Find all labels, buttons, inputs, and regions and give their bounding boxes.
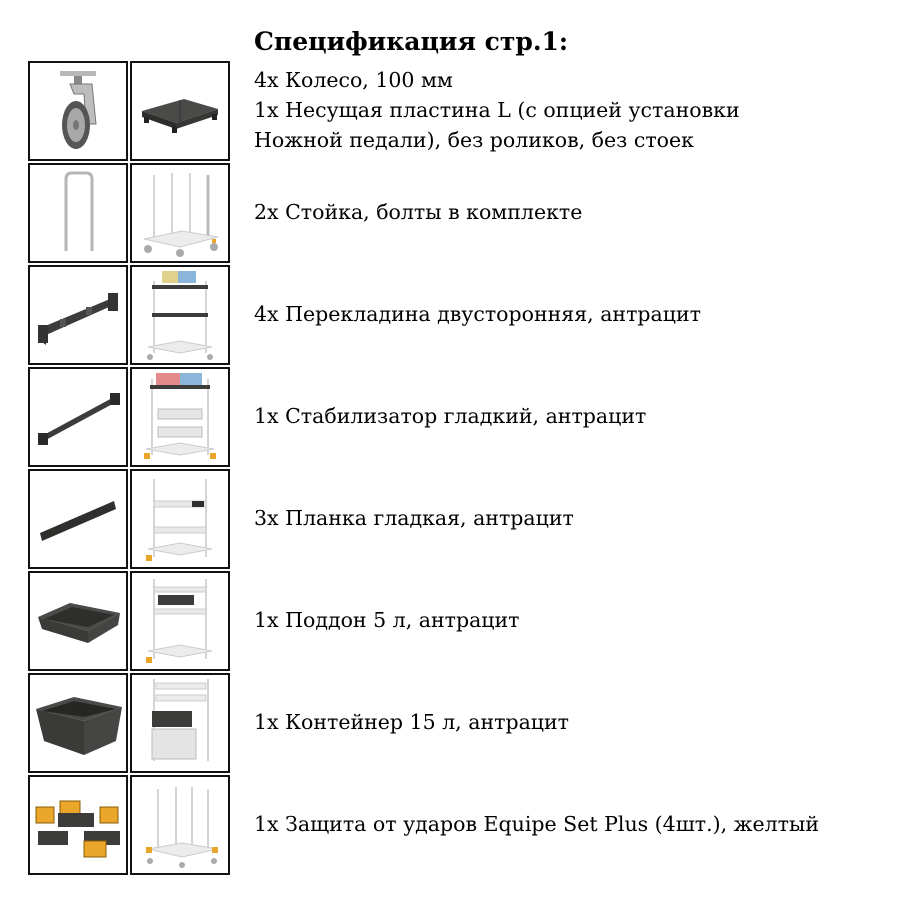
spec-row-2 xyxy=(28,163,888,261)
assembly-image-cell xyxy=(130,367,230,467)
spec-description xyxy=(254,61,894,159)
part-image-cell xyxy=(28,61,128,161)
assembly-image-cell xyxy=(130,673,230,773)
spec-line: 1x Поддон 5 л, антрацит xyxy=(254,608,520,632)
cart-container-icon xyxy=(132,675,228,771)
upright-post-icon xyxy=(30,165,126,261)
spec-row-6 xyxy=(28,571,888,669)
part-image-cell xyxy=(28,163,128,263)
cart-crossbars-icon xyxy=(132,267,228,363)
spec-row-3 xyxy=(28,265,888,363)
assembly-image-cell xyxy=(130,775,230,875)
spec-row-5 xyxy=(28,469,888,567)
spec-description xyxy=(254,265,894,363)
spec-description xyxy=(254,775,894,873)
cart-tray-icon xyxy=(132,573,228,669)
spec-description xyxy=(254,163,894,261)
spec-description xyxy=(254,571,894,669)
cart-bumpers-icon xyxy=(132,777,228,873)
part-image-cell xyxy=(28,673,128,773)
spec-row-4 xyxy=(28,367,888,465)
spec-line: 4x Колесо, 100 мм xyxy=(254,68,453,92)
part-image-cell xyxy=(28,265,128,365)
part-image-cell xyxy=(28,469,128,569)
cart-frame-icon xyxy=(132,165,228,261)
carrier-plate-icon xyxy=(132,63,228,159)
assembly-image-cell xyxy=(130,571,230,671)
part-image-cell xyxy=(28,775,128,875)
stabilizer-icon xyxy=(30,369,126,465)
container-icon xyxy=(30,675,126,771)
caster-wheel-icon xyxy=(30,63,126,159)
spec-line: 1x Защита от ударов Equipe Set Plus (4шт.), желтый xyxy=(254,812,820,836)
cart-stabilizer-icon xyxy=(132,369,228,465)
spec-description xyxy=(254,469,894,567)
crossbar-icon xyxy=(30,267,126,363)
assembly-image-cell xyxy=(130,163,230,263)
spec-line: 1x Несущая пластина L (с опцией установки xyxy=(254,98,740,122)
assembly-image-cell xyxy=(130,265,230,365)
spec-row-1 xyxy=(28,61,888,159)
spec-description xyxy=(254,367,894,465)
assembly-image-cell xyxy=(130,469,230,569)
tray-icon xyxy=(30,573,126,669)
spec-line: 4x Перекладина двусторонняя, антрацит xyxy=(254,302,701,326)
strip-icon xyxy=(30,471,126,567)
spec-row-7 xyxy=(28,673,888,771)
spec-line: 2x Стойка, болты в комплекте xyxy=(254,200,583,224)
bumper-set-icon xyxy=(30,777,126,873)
spec-line: 3x Планка гладкая, антрацит xyxy=(254,506,574,530)
assembly-image-cell xyxy=(130,61,230,161)
spec-line: 1x Контейнер 15 л, антрацит xyxy=(254,710,569,734)
spec-row-8 xyxy=(28,775,888,873)
part-image-cell xyxy=(28,571,128,671)
spec-line: 1x Стабилизатор гладкий, антрацит xyxy=(254,404,647,428)
spec-line: Ножной педали), без роликов, без стоек xyxy=(254,128,694,152)
page-title: Спецификация стр.1: xyxy=(254,27,569,56)
cart-strip-icon xyxy=(132,471,228,567)
part-image-cell xyxy=(28,367,128,467)
spec-description xyxy=(254,673,894,771)
